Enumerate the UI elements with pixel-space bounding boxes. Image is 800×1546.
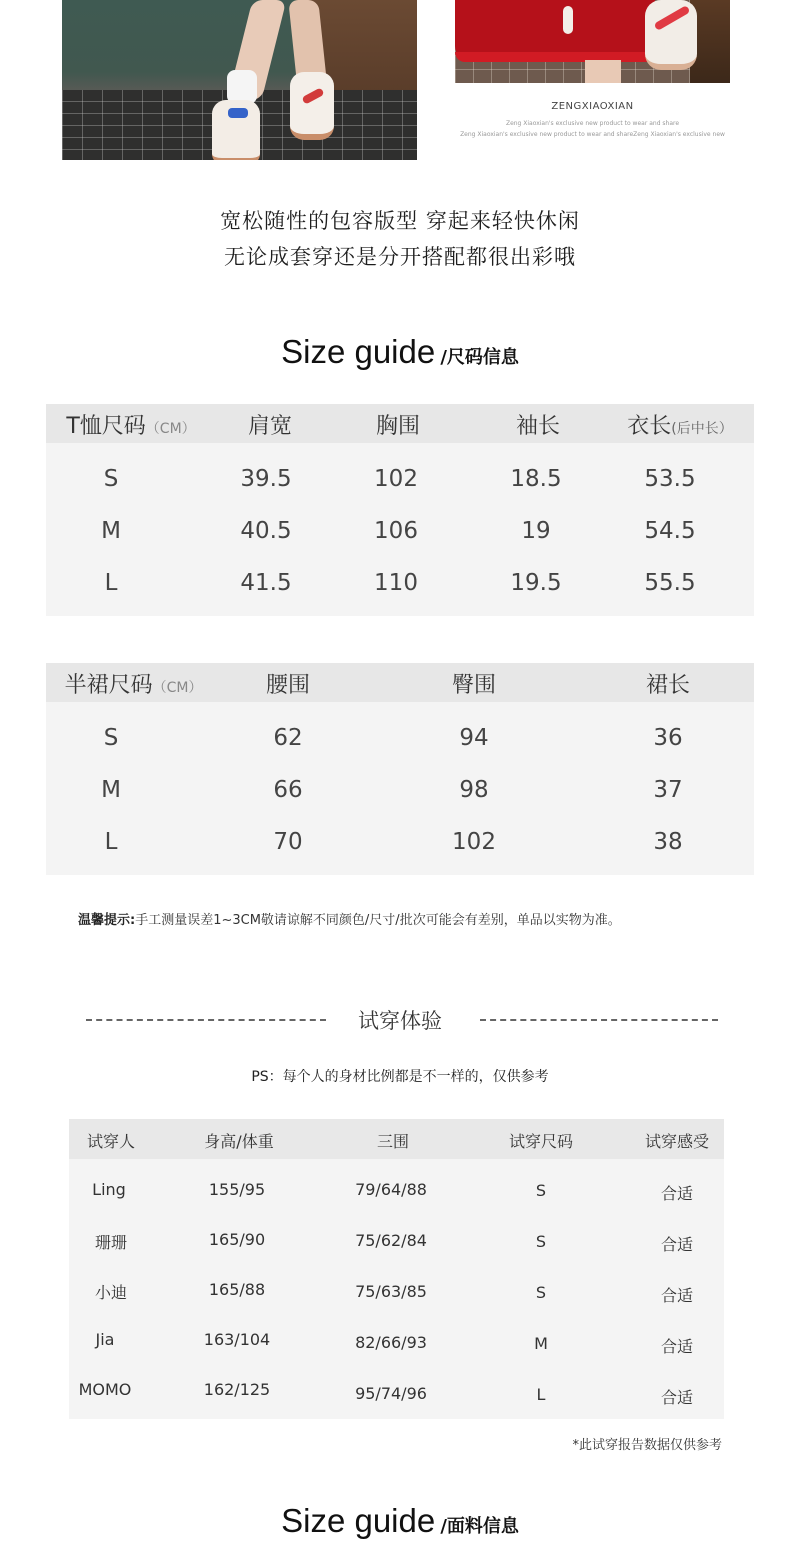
measurement-tip: [78, 909, 621, 928]
table-cell: 合适: [660, 1184, 693, 1203]
table-cell: 合适: [660, 1388, 693, 1407]
tryon-ps: PS：每个人的身材比例都是不一样的，仅供参考: [251, 1069, 549, 1085]
tshirt-size-table: [46, 404, 754, 616]
table-cell: 41.5: [240, 570, 292, 596]
header-height-weight: 身高/体重: [204, 1132, 274, 1151]
table-cell: MOMO: [78, 1380, 132, 1399]
table-cell: 38: [653, 829, 683, 855]
header-hip: 臀围: [451, 673, 496, 698]
header-tried-size: 试穿尺码: [508, 1132, 573, 1151]
header-length: 衣长(后中长）: [627, 414, 733, 439]
fabric-guide-heading: [0, 1502, 800, 1540]
table-cell: 合适: [660, 1337, 693, 1356]
table-cell: 54.5: [644, 518, 696, 544]
tryon-title: 试穿体验: [358, 1009, 442, 1033]
table-cell: 162/125: [203, 1380, 271, 1399]
tip-text: 手工测量误差1~3CM敬请谅解不同颜色/尺寸/批次可能会有差别，单品以实物为准。: [135, 913, 621, 928]
table-cell: 62: [273, 725, 303, 751]
table-cell: 106: [374, 518, 418, 544]
table-cell: 66: [273, 777, 303, 803]
table-cell: 36: [653, 725, 683, 751]
table-cell: 165/88: [208, 1280, 266, 1299]
header-measurements: 三围: [376, 1132, 409, 1151]
skirt-size-table: [46, 663, 754, 875]
slogan-line-1: 宽松随性的包容版型 穿起来轻快休闲: [220, 209, 580, 233]
product-photo-left: [62, 0, 417, 160]
brand-tagline-repeat: Zeng Xiaoxian's exclusive new product to wear and shareZeng Xiaoxian's exclusive new: [460, 131, 725, 138]
table-cell: 39.5: [240, 466, 292, 492]
table-cell: M: [101, 777, 121, 803]
table-cell: 102: [452, 829, 496, 855]
header-waist: 腰围: [265, 673, 310, 698]
header-sleeve: 袖长: [515, 414, 560, 439]
header-size: 半裙尺码（CM）: [64, 673, 203, 698]
table-cell: 37: [653, 777, 683, 803]
table-cell: S: [103, 725, 119, 751]
table-cell: 合适: [660, 1235, 693, 1254]
table-cell: S: [535, 1283, 547, 1302]
size-guide-heading: [0, 333, 800, 371]
table-cell: S: [535, 1181, 547, 1200]
table-cell: 40.5: [240, 518, 292, 544]
table-cell: Ling: [92, 1180, 126, 1199]
table-cell: L: [104, 829, 118, 855]
header-feeling: 试穿感受: [644, 1132, 709, 1151]
table-cell: L: [104, 570, 118, 596]
header-size: T恤尺码（CM）: [66, 414, 196, 439]
table-cell: M: [101, 518, 121, 544]
table-cell: 70: [273, 829, 303, 855]
size-guide-subtitle: /尺码信息: [440, 347, 519, 368]
table-cell: M: [534, 1334, 548, 1353]
table-cell: Jia: [95, 1330, 115, 1349]
table-cell: 155/95: [208, 1180, 266, 1199]
size-guide-title: Size guide: [281, 333, 436, 370]
table-cell: 19: [521, 518, 551, 544]
table-cell: 小迪: [94, 1283, 127, 1302]
product-photo-right: [455, 0, 730, 83]
table-cell: S: [103, 466, 119, 492]
divider-right: [480, 1019, 718, 1021]
table-cell: 18.5: [510, 466, 562, 492]
table-cell: 75/62/84: [355, 1231, 427, 1250]
table-cell: 55.5: [644, 570, 696, 596]
table-cell: 94: [459, 725, 489, 751]
table-cell: 98: [459, 777, 489, 803]
fabric-guide-subtitle: /面料信息: [440, 1516, 519, 1537]
brand-tagline: Zeng Xiaoxian's exclusive new product to wear and share: [505, 120, 680, 127]
table-cell: 95/74/96: [355, 1384, 427, 1403]
tryon-note: *此试穿报告数据仅供参考: [572, 1438, 722, 1453]
table-cell: 19.5: [510, 570, 562, 596]
header-shoulder: 肩宽: [247, 414, 292, 439]
table-cell: 合适: [660, 1286, 693, 1305]
table-cell: 82/66/93: [355, 1333, 427, 1352]
brand-name: ZENGXIAOXIAN: [551, 101, 634, 112]
header-skirt-length: 裙长: [645, 673, 690, 698]
table-cell: 110: [374, 570, 418, 596]
tip-label: 温馨提示:: [78, 913, 136, 928]
table-cell: 79/64/88: [355, 1180, 427, 1199]
table-cell: 75/63/85: [355, 1282, 427, 1301]
header-tester: 试穿人: [86, 1132, 135, 1151]
table-cell: 102: [374, 466, 418, 492]
table-cell: 165/90: [208, 1230, 266, 1249]
table-cell: S: [535, 1232, 547, 1251]
slogan-line-2: 无论成套穿还是分开搭配都很出彩哦: [224, 245, 576, 269]
header-chest: 胸围: [375, 414, 420, 439]
table-cell: L: [536, 1385, 546, 1404]
table-cell: 53.5: [644, 466, 696, 492]
table-cell: 163/104: [203, 1330, 271, 1349]
tryon-table: [69, 1119, 724, 1419]
table-cell: 珊珊: [94, 1233, 127, 1252]
fabric-guide-title: Size guide: [281, 1502, 436, 1539]
